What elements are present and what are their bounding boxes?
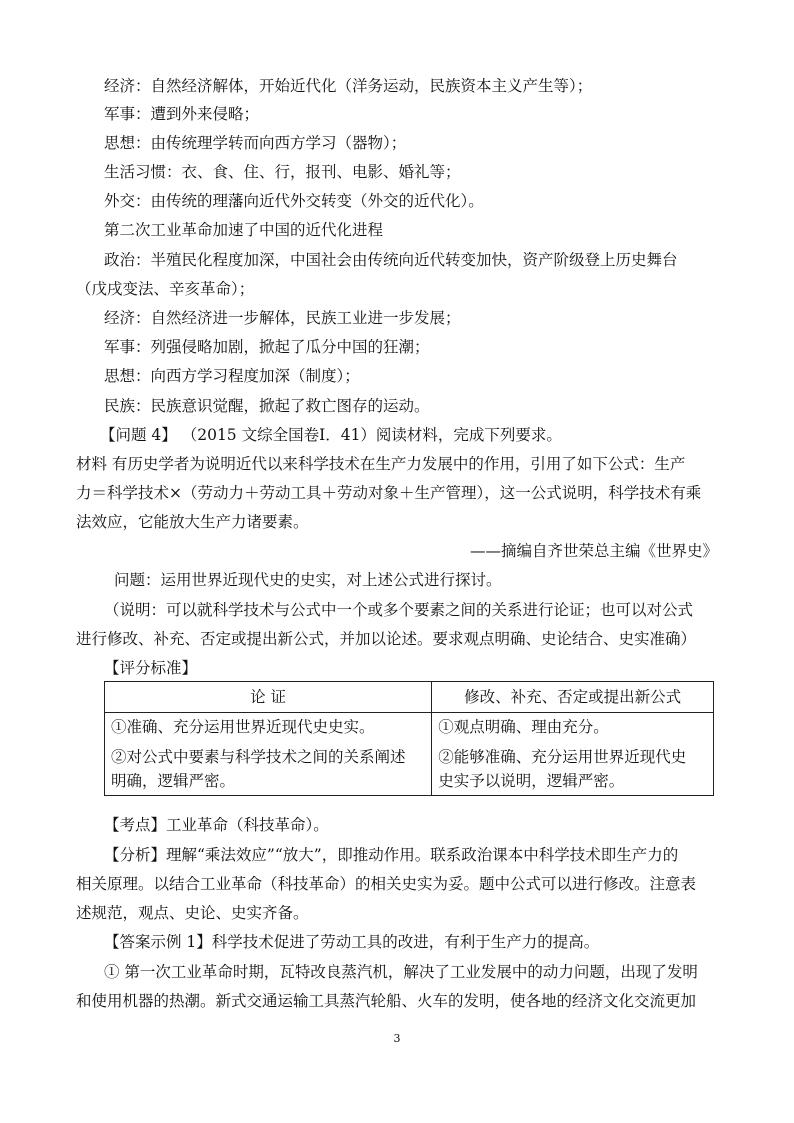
text-line-thought-2: 思想：向西方学习程度加深（制度）；: [104, 367, 360, 385]
cell-text: 明确，逻辑严密。: [111, 772, 236, 790]
table-header-argument: 论 证: [105, 682, 432, 713]
cell-text: ②能够准确、充分运用世界近现代史: [438, 748, 687, 766]
scoring-table: [104, 681, 714, 796]
material-line-3: 法效应，它能放大生产力诸要素。: [76, 513, 309, 531]
analysis-line-3: 述规范，观点、史论、史实齐备。: [76, 904, 309, 922]
text-line-politics-cont: （戊戌变法、辛亥革命）；: [76, 280, 255, 298]
text-line-second-revolution: 第二次工业革命加速了中国的近代化进程: [104, 221, 384, 239]
analysis-line-2: 相关原理。以结合工业革命（科技革命）的相关史实为妥。题中公式可以进行修改。注意表: [76, 875, 697, 893]
analysis-line-1: 【分析】理解“乘法效应”“放大”，即推动作用。联系政治课本中科学技术即生产力的: [104, 846, 679, 864]
text-line-military-2: 军事：列强侵略加剧，掀起了瓜分中国的狂潮；: [104, 338, 430, 356]
cell-text: ②对公式中要素与科学技术之间的关系阐述: [111, 748, 406, 766]
text-line-politics: 政治：半殖民化程度加深，中国社会由传统向近代转变加快，资产阶级登上历史舞台: [104, 251, 678, 269]
text-line-economy-2: 经济：自然经济进一步解体，民族工业进一步发展；: [104, 309, 461, 327]
text-line-thought: 思想：由传统理学转而向西方学习（器物）；: [104, 134, 407, 152]
scoring-criteria-heading: 【评分标准】: [104, 659, 198, 677]
text-line-nation: 民族：民族意识觉醒，掀起了救亡图存的运动。: [104, 397, 430, 415]
cell-text: ①准确、充分运用世界近现代史史实。: [111, 718, 375, 736]
exam-point: 【考点】工业革命（科技革命）。: [104, 816, 329, 834]
answer-example-heading: 【答案示例 1】科学技术促进了劳动工具的改进，有利于生产力的提高。: [104, 933, 600, 951]
table-row: [105, 713, 714, 796]
note-line-1: （说明：可以就科学技术与公式中一个或多个要素之间的关系进行论证；也可以对公式: [104, 601, 694, 619]
page-number: 3: [393, 1032, 401, 1045]
material-line-1: 材料 有历史学者为说明近代以来科学技术在生产力发展中的作用，引用了如下公式：生产: [76, 455, 686, 473]
text-line-military: 军事：遭到外来侵略；: [104, 105, 260, 123]
table-header-row: [105, 682, 714, 713]
text-line-diplomacy: 外交：由传统的理藩向近代外交转变（外交的近代化）。: [104, 192, 484, 210]
material-citation: ——摘编自齐世荣总主编《世界史》: [469, 542, 718, 560]
answer-line-1: ① 第一次工业革命时期，瓦特改良蒸汽机，解决了工业发展中的动力问题，出现了发明: [104, 963, 698, 981]
text-line-lifestyle: 生活习惯：衣、食、住、行，报刊、电影、婚礼等；: [104, 163, 461, 181]
table-cell-argument: [105, 713, 432, 796]
cell-text: 史实予以说明，逻辑严密。: [438, 772, 625, 790]
note-line-2: 进行修改、补充、否定或提出新公式，并加以论述。要求观点明确、史论结合、史实准确）: [76, 630, 697, 648]
material-line-2: 力＝科学技术×（劳动力＋劳动工具＋劳动对象＋生产管理），这一公式说明，科学技术有乘: [76, 484, 702, 502]
cell-text: ①观点明确、理由充分。: [438, 718, 609, 736]
table-cell-formula: [432, 713, 714, 796]
question-4-heading: 【问题 4】 （2015 文综全国卷Ⅰ．41）阅读材料，完成下列要求。: [100, 426, 562, 444]
table-header-formula: 修改、补充、否定或提出新公式: [432, 682, 714, 713]
text-line-economy: 经济：自然经济解体，开始近代化（洋务运动，民族资本主义产生等）；: [104, 77, 593, 95]
question-prompt: 问题：运用世界近现代史的史实，对上述公式进行探讨。: [114, 571, 502, 589]
answer-line-2: 和使用机器的热潮。新式交通运输工具蒸汽轮船、火车的发明，使各地的经济文化交流更加: [76, 992, 697, 1010]
